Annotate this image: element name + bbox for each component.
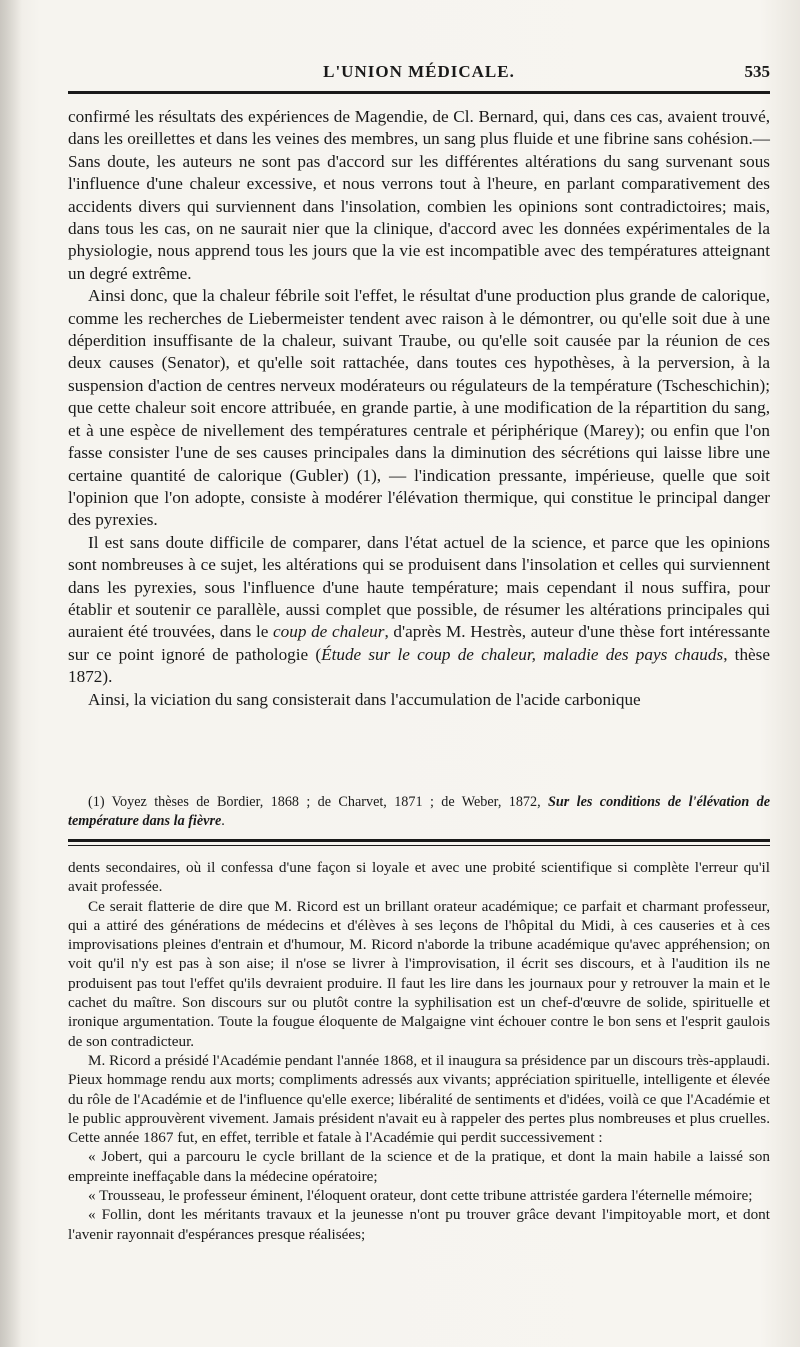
text-run: . xyxy=(221,813,225,829)
paragraph: dents secondaires, où il confessa d'une façon si loyale et avec une probité scientifique si complète l'erreur qu'il avait professée. xyxy=(68,859,770,896)
footnote-text xyxy=(68,793,770,831)
feuilleton-section xyxy=(68,858,770,1244)
main-article xyxy=(68,106,770,711)
quote-paragraph: « Jobert, qui a parcouru le cycle brillant de la science et de la pratique, et dont la main habile a laissé son empreinte ineffaçable dans la médecine opératoire; xyxy=(68,1148,770,1185)
italic-text-run: Sur les conditions de l'élévation de température dans la fièvre xyxy=(68,794,770,829)
paragraph: Ainsi, la viciation du sang consisterait dans l'accumulation de l'acide carbonique xyxy=(88,689,641,709)
paragraph: Ainsi donc, que la chaleur fébrile soit l'effet, le résultat d'une production plus grande de calorique, comme les recherches de Liebermeister tendent avec raison à le démontrer, ou qu'elle soit due à une déperdition insuffisante de la chaleur, suivant Traube, ou qu'elle soit causée par la réunion de ces deux causes (Senator), et qu'elle soit rattachée, dans toutes ces hypothèses, à la perversion, à la suspension d'action de centres nerveux modérateurs ou régulateurs de la température (Tscheschichin); que cette chaleur soit encore attribuée, en grande partie, à une modification de la répartition du sang, et à une espèce de nivellement des températures centrale et périphérique (Marey); ou enfin que l'on fasse consister l'une de ses causes principales dans la diminution des sécrétions qui laisse libre une certaine quantité de calorique (Gubler) (1), — l'indication pressante, impérieuse, quelle que soit l'opinion que l'on adopte, consiste à modérer l'élévation thermique, qui constitue le principal danger des pyrexies. xyxy=(68,286,770,530)
feuilleton-rule-thin xyxy=(68,845,770,846)
quote-paragraph: « Follin, dont les méritants travaux et la jeunesse n'ont pu trouver grâce devant l'impitoyable mort, et dont l'avenir rayonnait d'espérances presque réalisées; xyxy=(68,1206,770,1243)
paragraph xyxy=(68,532,770,689)
text-run: (1) Voyez thèses de Bordier, 1868 ; de Charvet, 1871 ; de Weber, 1872, xyxy=(88,794,548,810)
text-run: , thèse 1872). xyxy=(68,644,770,687)
italic-text-run: coup de chaleur xyxy=(273,622,385,642)
running-title: L'UNION MÉDICALE. xyxy=(323,62,515,81)
feuilleton-rule xyxy=(68,839,770,842)
page-edge-shadow xyxy=(0,0,22,1347)
text-run: Il est sans doute difficile de comparer, dans l'état actuel de la science, et parce que les opinions sont nombreuses à ce sujet, les altérations qui se produisent dans l'insolation et celles qui surviennent dans les pyrexies, sous l'influence d'une haute température; mais cependant il nous suffira, pour établir et soutenir ce parallèle, aussi complet que possible, de résumer les altérations principales qui auraient été trouvées, dans le xyxy=(68,532,770,642)
header-rule xyxy=(68,91,770,94)
text-run: , d'après M. Hestrès, auteur d'une thèse fort intéressante sur ce point ignoré de pathologie ( xyxy=(68,622,771,664)
quote-paragraph: « Trousseau, le professeur éminent, l'éloquent orateur, dont cette tribune attristée gardera l'éternelle mémoire; xyxy=(88,1187,753,1205)
page-number: 535 xyxy=(744,62,770,81)
page-header xyxy=(68,60,770,88)
footnote xyxy=(68,793,770,831)
paragraph: confirmé les résultats des expériences de Magendie, de Cl. Bernard, qui, dans ces cas, avaient trouvé, dans les oreillettes et dans les veines des membres, un sang plus fluide et une fibrine sans cohésion.—Sans doute, les auteurs ne sont pas d'accord sur les différentes altérations du sang survenant sous l'influence d'une chaleur excessive, et nous verrons tout à l'heure, en parlant comparativement des accidents divers qui surviennent dans l'insolation, combien les opinions sont contradictoires; mais, dans tous les cas, on ne saurait nier que la clinique, d'accord avec les données expérimentales de la physiologie, nous apprend tous les jours que la vie est incompatible avec des températures atteignant un degré extrême. xyxy=(68,107,770,283)
paragraph: Ce serait flatterie de dire que M. Ricord est un brillant orateur académique; ce parfait et charmant professeur, qui a attiré des générations de médecins et d'élèves à ses leçons de l'hôpital du Midi, à ces causeries et à ces improvisations pleines d'entrain et d'humour, M. Ricord n'aborde la tribune académique qu'avec appréhension; on voit qu'il n'y est pas à son aise; il n'ose se livrer à l'improvisation, il écrit ses discours, et à l'audition ils ne produisent pas tout l'effet qu'ils devraient produire. Il faut les lire dans les journaux pour y retrouver la main et le cachet du maître. Son discours sur ou plutôt contre la syphilisation est un chef-d'œuvre de solide, spirituelle et ironique argumentation. Toute la fougue éloquente de Malgaigne vint échouer contre le bon sens et l'esprit gaulois de son contradicteur. xyxy=(68,897,770,1050)
italic-text-run: Étude sur le coup de chaleur, maladie des pays chauds xyxy=(321,644,724,664)
paragraph: M. Ricord a présidé l'Académie pendant l'année 1868, et il inaugura sa présidence par un discours très-applaudi. Pieux hommage rendu aux morts; compliments adressés aux vivants; appréciation spirituelle, intelligente et élevée du rôle de l'Académie et de l'influence qu'elle exerce; libéralité de sentiments et d'idées, voilà ce que l'Académie et le public approuvèrent vivement. Jamais président n'avait eu à rappeler des pertes plus nombreuses et plus cruelles. Cette année 1867 fut, en effet, terrible et fatale à l'Académie qui perdit successivement : xyxy=(68,1051,770,1147)
